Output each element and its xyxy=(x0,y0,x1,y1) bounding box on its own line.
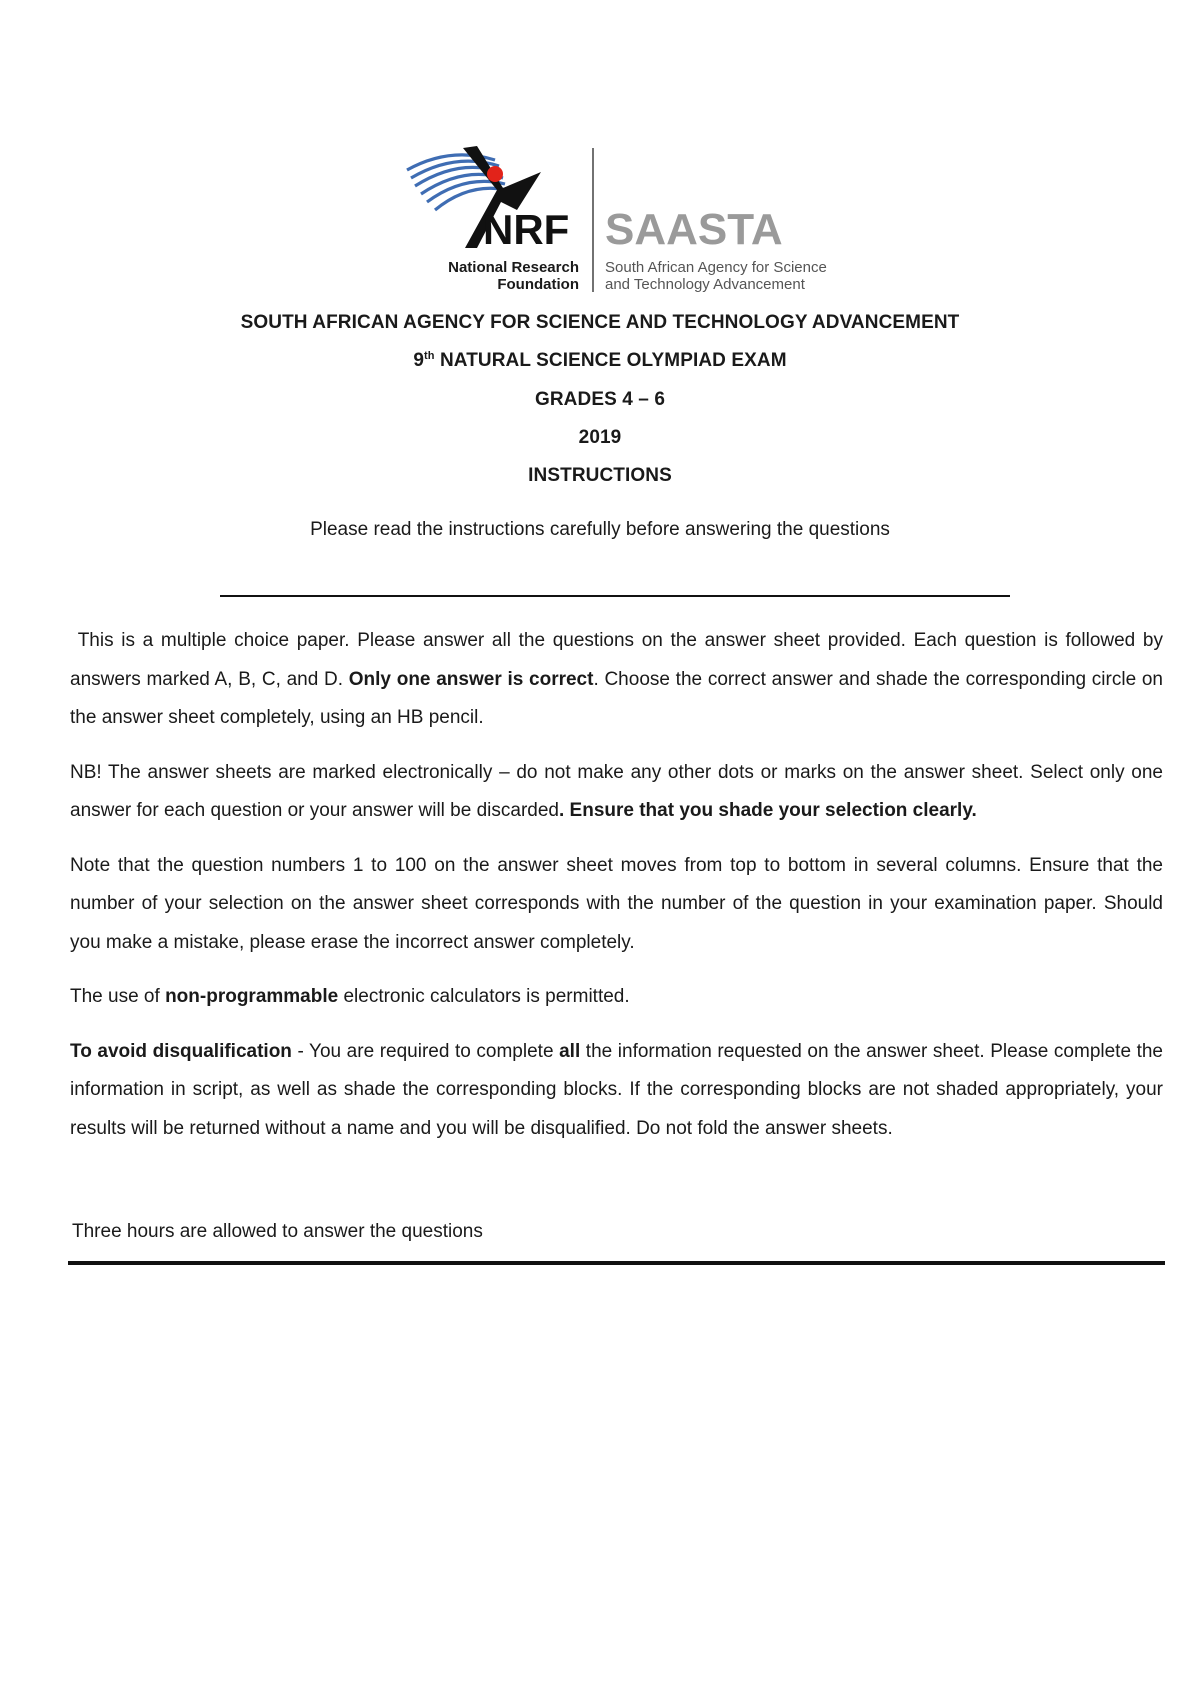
instruction-paragraph-4 xyxy=(70,978,1163,1017)
p2-bold: . Ensure that you shade your selection clearly. xyxy=(558,800,977,821)
p5-bold-1: To avoid disqualification xyxy=(70,1040,292,1062)
p1-text-b: . Choose the correct answer and shade the corresponding circle on the answer sheet completely, using an HB pencil. xyxy=(70,668,1164,728)
exam-ordinal: 9 xyxy=(413,350,424,371)
p4-text-a: The use of xyxy=(70,986,166,1007)
p1-text-a: This is a multiple choice paper. Please answer all the questions on the answer sheet provided. Each question is followed by answers marked A, B, C, and D. xyxy=(70,630,1163,690)
nrf-name-line1: National Research xyxy=(448,259,579,276)
nrf-wordmark: NRF xyxy=(483,206,570,253)
exam-title-text: NATURAL SCIENCE OLYMPIAD EXAM xyxy=(439,350,787,371)
instruction-paragraph-2 xyxy=(70,754,1163,831)
instruction-paragraph-3: Note that the question numbers 1 to 100 on the answer sheet moves from top to bottom in several columns. Ensure that the number of your selection on the answer sheet corresponds with the number of the question in your examination paper. Should you make a mistake, please erase the incorrect answer completely. xyxy=(70,854,1163,953)
grades-heading: GRADES 4 – 6 xyxy=(534,389,666,410)
nrf-saasta-logo xyxy=(405,140,850,300)
saasta-name-line1: South African Agency for Science xyxy=(605,259,827,276)
instructions-subtitle: Please read the instructions carefully before answering the questions xyxy=(310,519,890,540)
bottom-divider xyxy=(68,1261,1165,1265)
agency-title: SOUTH AFRICAN AGENCY FOR SCIENCE AND TECHNOLOGY ADVANCEMENT xyxy=(240,312,960,333)
p4-bold: non-programmable xyxy=(165,986,339,1007)
saasta-name-line2: and Technology Advancement xyxy=(605,276,805,293)
p2-text-a: NB! The answer sheets are marked electronically – do not make any other dots or marks on the answer sheet. Select only one answer for each question or your answer will be discarded xyxy=(70,761,1163,821)
p1-bold: Only one answer is correct xyxy=(348,668,594,690)
p5-text-b: the information requested on the answer sheet. Please complete the information in script, as well as shade the corresponding blocks. If the corresponding blocks are not shaded appropriately, your results will be returned without a name and you will be disqualified. Do not fold the answer sheets. xyxy=(70,1040,1163,1139)
p4-text-b: electronic calculators is permitted. xyxy=(338,986,630,1007)
instruction-paragraph-1 xyxy=(70,622,1163,738)
nrf-name-line2: Foundation xyxy=(497,276,579,293)
saasta-wordmark: SAASTA xyxy=(605,205,783,254)
exam-ordinal-suffix: th xyxy=(423,350,435,362)
top-divider xyxy=(220,595,1010,597)
p5-bold-2: all xyxy=(559,1040,581,1062)
time-allowed: Three hours are allowed to answer the questions xyxy=(72,1221,483,1242)
p5-text-a: - You are required to complete xyxy=(291,1040,560,1062)
instructions-body xyxy=(70,622,1163,1164)
instructions-heading: INSTRUCTIONS xyxy=(528,465,672,486)
year-heading: 2019 xyxy=(578,427,622,448)
instruction-paragraph-5 xyxy=(70,1033,1163,1149)
exam-title xyxy=(0,350,1200,372)
